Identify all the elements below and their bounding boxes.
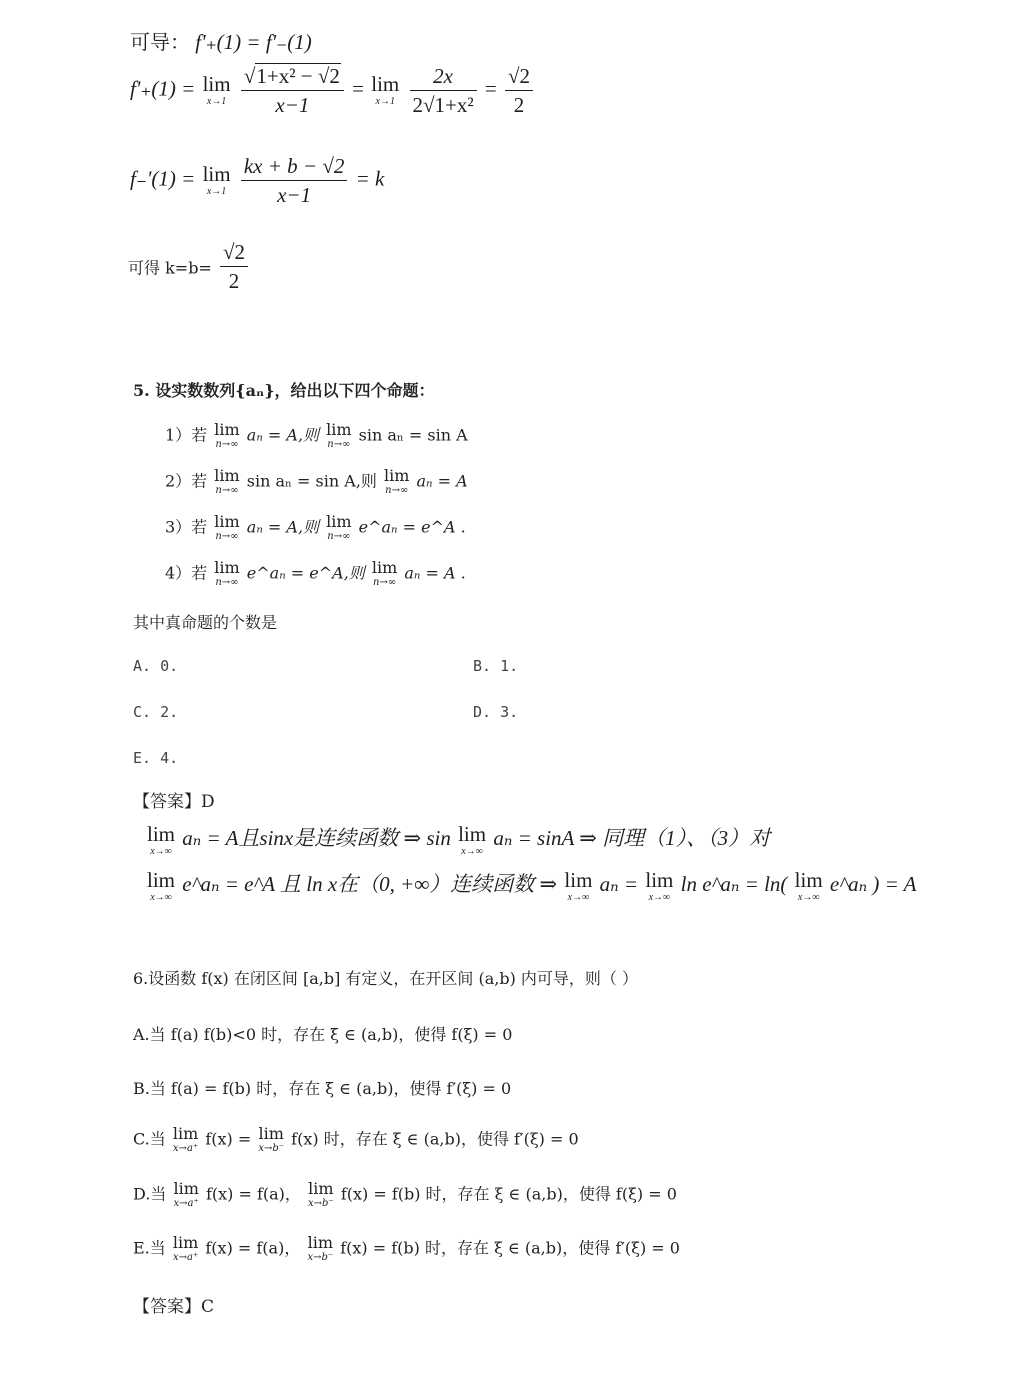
- right-frac-2: [410, 62, 477, 120]
- left-den: x−1: [241, 180, 348, 209]
- left-lhs: f₋'(1) =: [130, 166, 196, 191]
- conclusion-label: 可得 k=b=: [128, 258, 212, 278]
- q5-prop-3: 3）若 lim n→∞ aₙ = A,则 lim n→∞ e^aₙ = e^A .: [165, 512, 466, 542]
- q5-explanation-2: lim x→∞ e^aₙ = e^A 且 ln x在（0, +∞）连续函数 ⇒ lim x→∞ aₙ = lim x→∞ ln e^aₙ = ln( lim x→∞ e^aₙ ) = A: [147, 867, 917, 903]
- q6-answer: 【答案】C: [133, 1297, 215, 1317]
- q6-option-c: C.当 lim x→a⁺ f(x) = lim x→b⁻ f(x) 时，存在 ξ ∈ (a,b)，使得 f′(ξ) = 0: [133, 1124, 579, 1154]
- q5-explanation-1: lim x→∞ aₙ = A且sinx是连续函数 ⇒ sin lim x→∞ aₙ = sinA ⇒ 同理（1）、（3）对: [147, 821, 771, 857]
- q5-option-b: B. 1.: [473, 657, 519, 675]
- left-rhs: = k: [355, 166, 385, 191]
- q5-question: 其中真命题的个数是: [133, 613, 278, 632]
- left-frac: [241, 152, 348, 210]
- right-f2-den: 2√1+x²: [410, 90, 477, 119]
- right-f3-num: √2: [508, 64, 531, 88]
- q5-answer: 【答案】D: [133, 792, 215, 812]
- q5-prop-1: 1）若 lim n→∞ aₙ = A,则 lim n→∞ sin aₙ = sin A: [165, 420, 468, 450]
- q6-option-d: D.当 lim x→a⁺ f(x) = f(a)， lim x→b⁻ f(x) = f(b) 时，存在 ξ ∈ (a,b)，使得 f(ξ) = 0: [133, 1179, 677, 1209]
- right-frac-3: [505, 62, 533, 120]
- q6-option-a: A.当 f(a) f(b)<0 时，存在 ξ ∈ (a,b)，使得 f(ξ) = 0: [133, 1025, 513, 1044]
- right-derivative-line: f'₊(1) = lim x→1 $\frac{\text{√1+x² − √2}}{x-1}$ = lim x→1 $\frac{2x}{\text{2√1+x²}}$ = $\frac{√2}{2}$: [130, 62, 536, 120]
- q5-option-a: A. 0.: [133, 657, 179, 675]
- lim-operator: lim x→1: [371, 72, 400, 108]
- q5-option-e: E. 4.: [133, 749, 179, 767]
- q5-option-d: D. 3.: [473, 703, 519, 721]
- right-f1-num: 1+x² − √2: [256, 64, 340, 88]
- conclusion-frac: [220, 238, 248, 296]
- lim-operator: lim x→1: [202, 162, 231, 198]
- q5-prop-2: 2）若 lim n→∞ sin aₙ = sin A,则 lim n→∞ aₙ = A: [165, 466, 468, 496]
- lim-operator: lim x→1: [202, 72, 231, 108]
- right-lhs: f'₊(1) =: [130, 76, 196, 101]
- conclusion-num: √2: [222, 240, 245, 264]
- right-f2-num: 2x: [433, 64, 453, 88]
- right-frac-1: $\frac{\text{√1+x² − √2}}{x-1}$: [241, 62, 344, 120]
- conclusion-den: 2: [220, 266, 248, 295]
- left-num: kx + b − √2: [243, 154, 345, 178]
- q5-option-c: C. 2.: [133, 703, 179, 721]
- q5-prop-4: 4）若 lim n→∞ e^aₙ = e^A,则 lim n→∞ aₙ = A .: [165, 558, 466, 588]
- q5-stem: 5. 设实数数列{aₙ}，给出以下四个命题：: [133, 381, 435, 400]
- q6-option-b: B.当 f(a) = f(b) 时，存在 ξ ∈ (a,b)，使得 f′(ξ) = 0: [133, 1079, 512, 1098]
- proof-intro-label: 可导：: [130, 30, 190, 54]
- right-f1-den: x−1: [241, 90, 344, 119]
- left-derivative-line: [130, 152, 384, 210]
- proof-line-1: [130, 26, 312, 55]
- proof-l1-expr: f'₊(1) = f'₋(1): [195, 30, 312, 54]
- q6-option-e: E.当 lim x→a⁺ f(x) = f(a)， lim x→b⁻ f(x) = f(b) 时，存在 ξ ∈ (a,b)，使得 f′(ξ) = 0: [133, 1233, 680, 1263]
- q6-stem: 6.设函数 f(x) 在闭区间 [a,b] 有定义，在开区间 (a,b) 内可导，则（ ）: [133, 969, 639, 988]
- right-f3-den: 2: [505, 90, 533, 119]
- proof-conclusion: [128, 238, 251, 296]
